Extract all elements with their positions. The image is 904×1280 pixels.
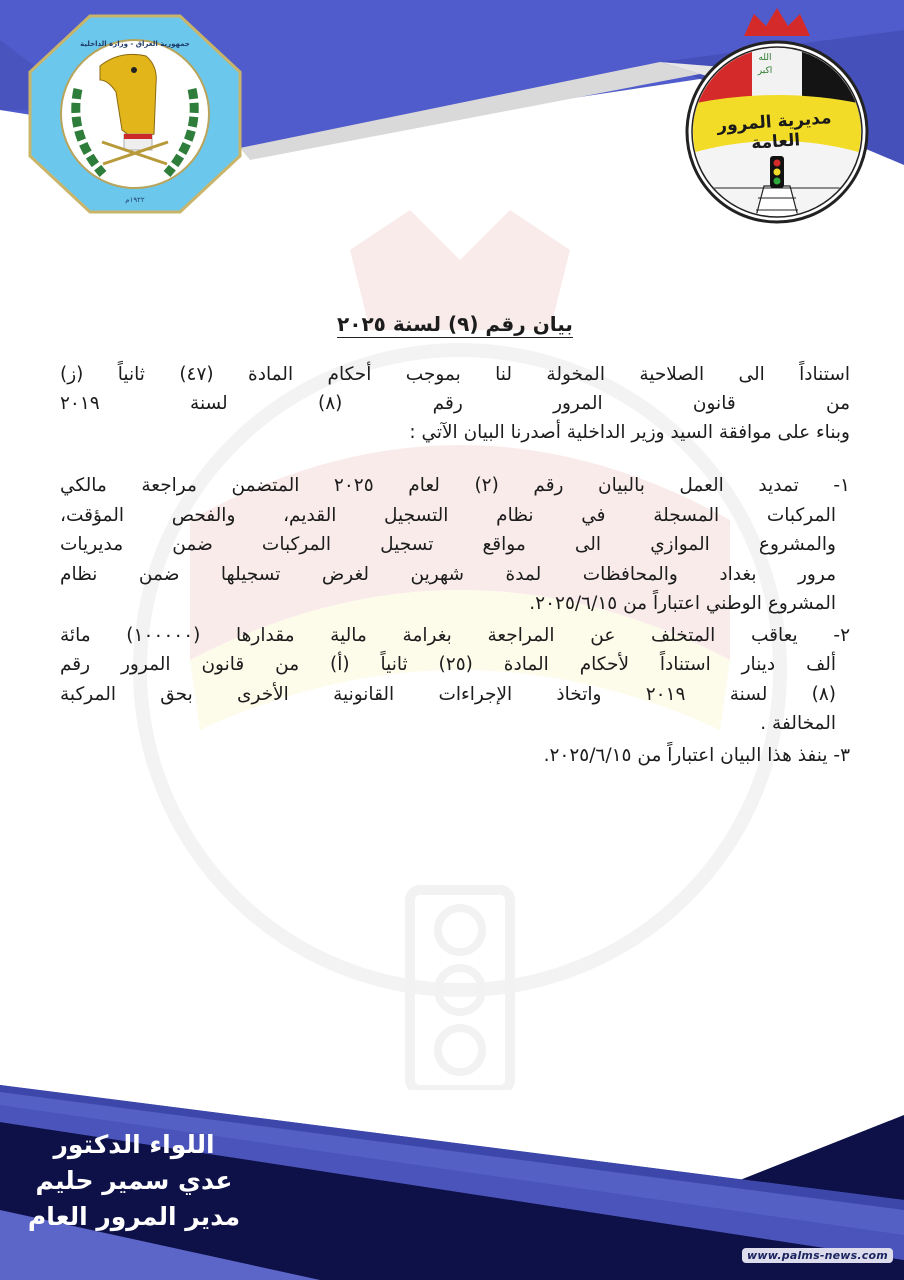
item-line: (٨) لسنة ٢٠١٩ واتخاذ الإجراءات القانونية الأخرى بحق المركبة	[60, 683, 836, 705]
item-line: المركبات المسجلة في نظام التسجيل القديم، والفحص المؤقت،	[60, 504, 836, 526]
intro-line: وبناء على موافقة السيد وزير الداخلية أصدرنا البيان الآتي :	[409, 422, 850, 443]
item-line: المشروع الوطني اعتباراً من ٢٠٢٥/٦/١٥.	[529, 593, 836, 614]
moi-logo-arc-text: جمهورية العراق - وزارة الداخلية	[80, 40, 190, 48]
website-watermark-link[interactable]: www.palms-news.com	[742, 1248, 893, 1263]
statement-item-1	[60, 471, 850, 619]
intro-line: من قانون المرور رقم (٨) لسنة ٢٠١٩	[60, 393, 850, 414]
statement-items	[60, 471, 850, 770]
item-line: ١- تمديد العمل بالبيان رقم (٢) لعام ٢٠٢٥ المتضمن مراجعة مالكي	[60, 475, 850, 496]
statement-title: بيان رقم (٩) لسنة ٢٠٢٥	[337, 312, 573, 336]
moi-logo-year: ١٩٢٢م	[125, 196, 145, 204]
traffic-logo-flag-text: الله اكبر	[757, 53, 773, 76]
item-line: ٣- ينفذ هذا البيان اعتباراً من ٢٠٢٥/٦/١٥.	[543, 744, 850, 766]
traffic-logo-banner-text: مديرية المرور العامة	[716, 108, 833, 154]
statement-item-3	[60, 741, 850, 771]
statement-item-2	[60, 621, 850, 739]
item-line: مرور بغداد والمحافظات لمدة شهرين لغرض تسجيلها ضمن نظام	[60, 563, 836, 585]
item-line: والمشروع الموازي الى مواقع تسجيل المركبات ضمن مديريات	[60, 534, 836, 555]
statement-document	[60, 310, 850, 772]
statement-intro	[60, 360, 850, 447]
signature-title: مدير المرور العام	[27, 1202, 241, 1231]
signature-name: عدي سمير حليم	[35, 1166, 233, 1195]
item-line: ٢- يعاقب المتخلف عن المراجعة بغرامة مالية مقدارها (١٠٠٠٠٠) مائة	[60, 624, 850, 646]
signature-block	[14, 1127, 254, 1235]
item-line: المخالفة .	[760, 713, 836, 734]
intro-line: استناداً الى الصلاحية المخولة لنا بموجب أحكام المادة (٤٧) ثانياً (ز)	[60, 364, 850, 385]
signature-rank: اللواء الدكتور	[53, 1130, 215, 1159]
item-line: ألف دينار استناداً لأحكام المادة (٢٥) ثانياً (أ) من قانون المرور رقم	[60, 654, 836, 675]
